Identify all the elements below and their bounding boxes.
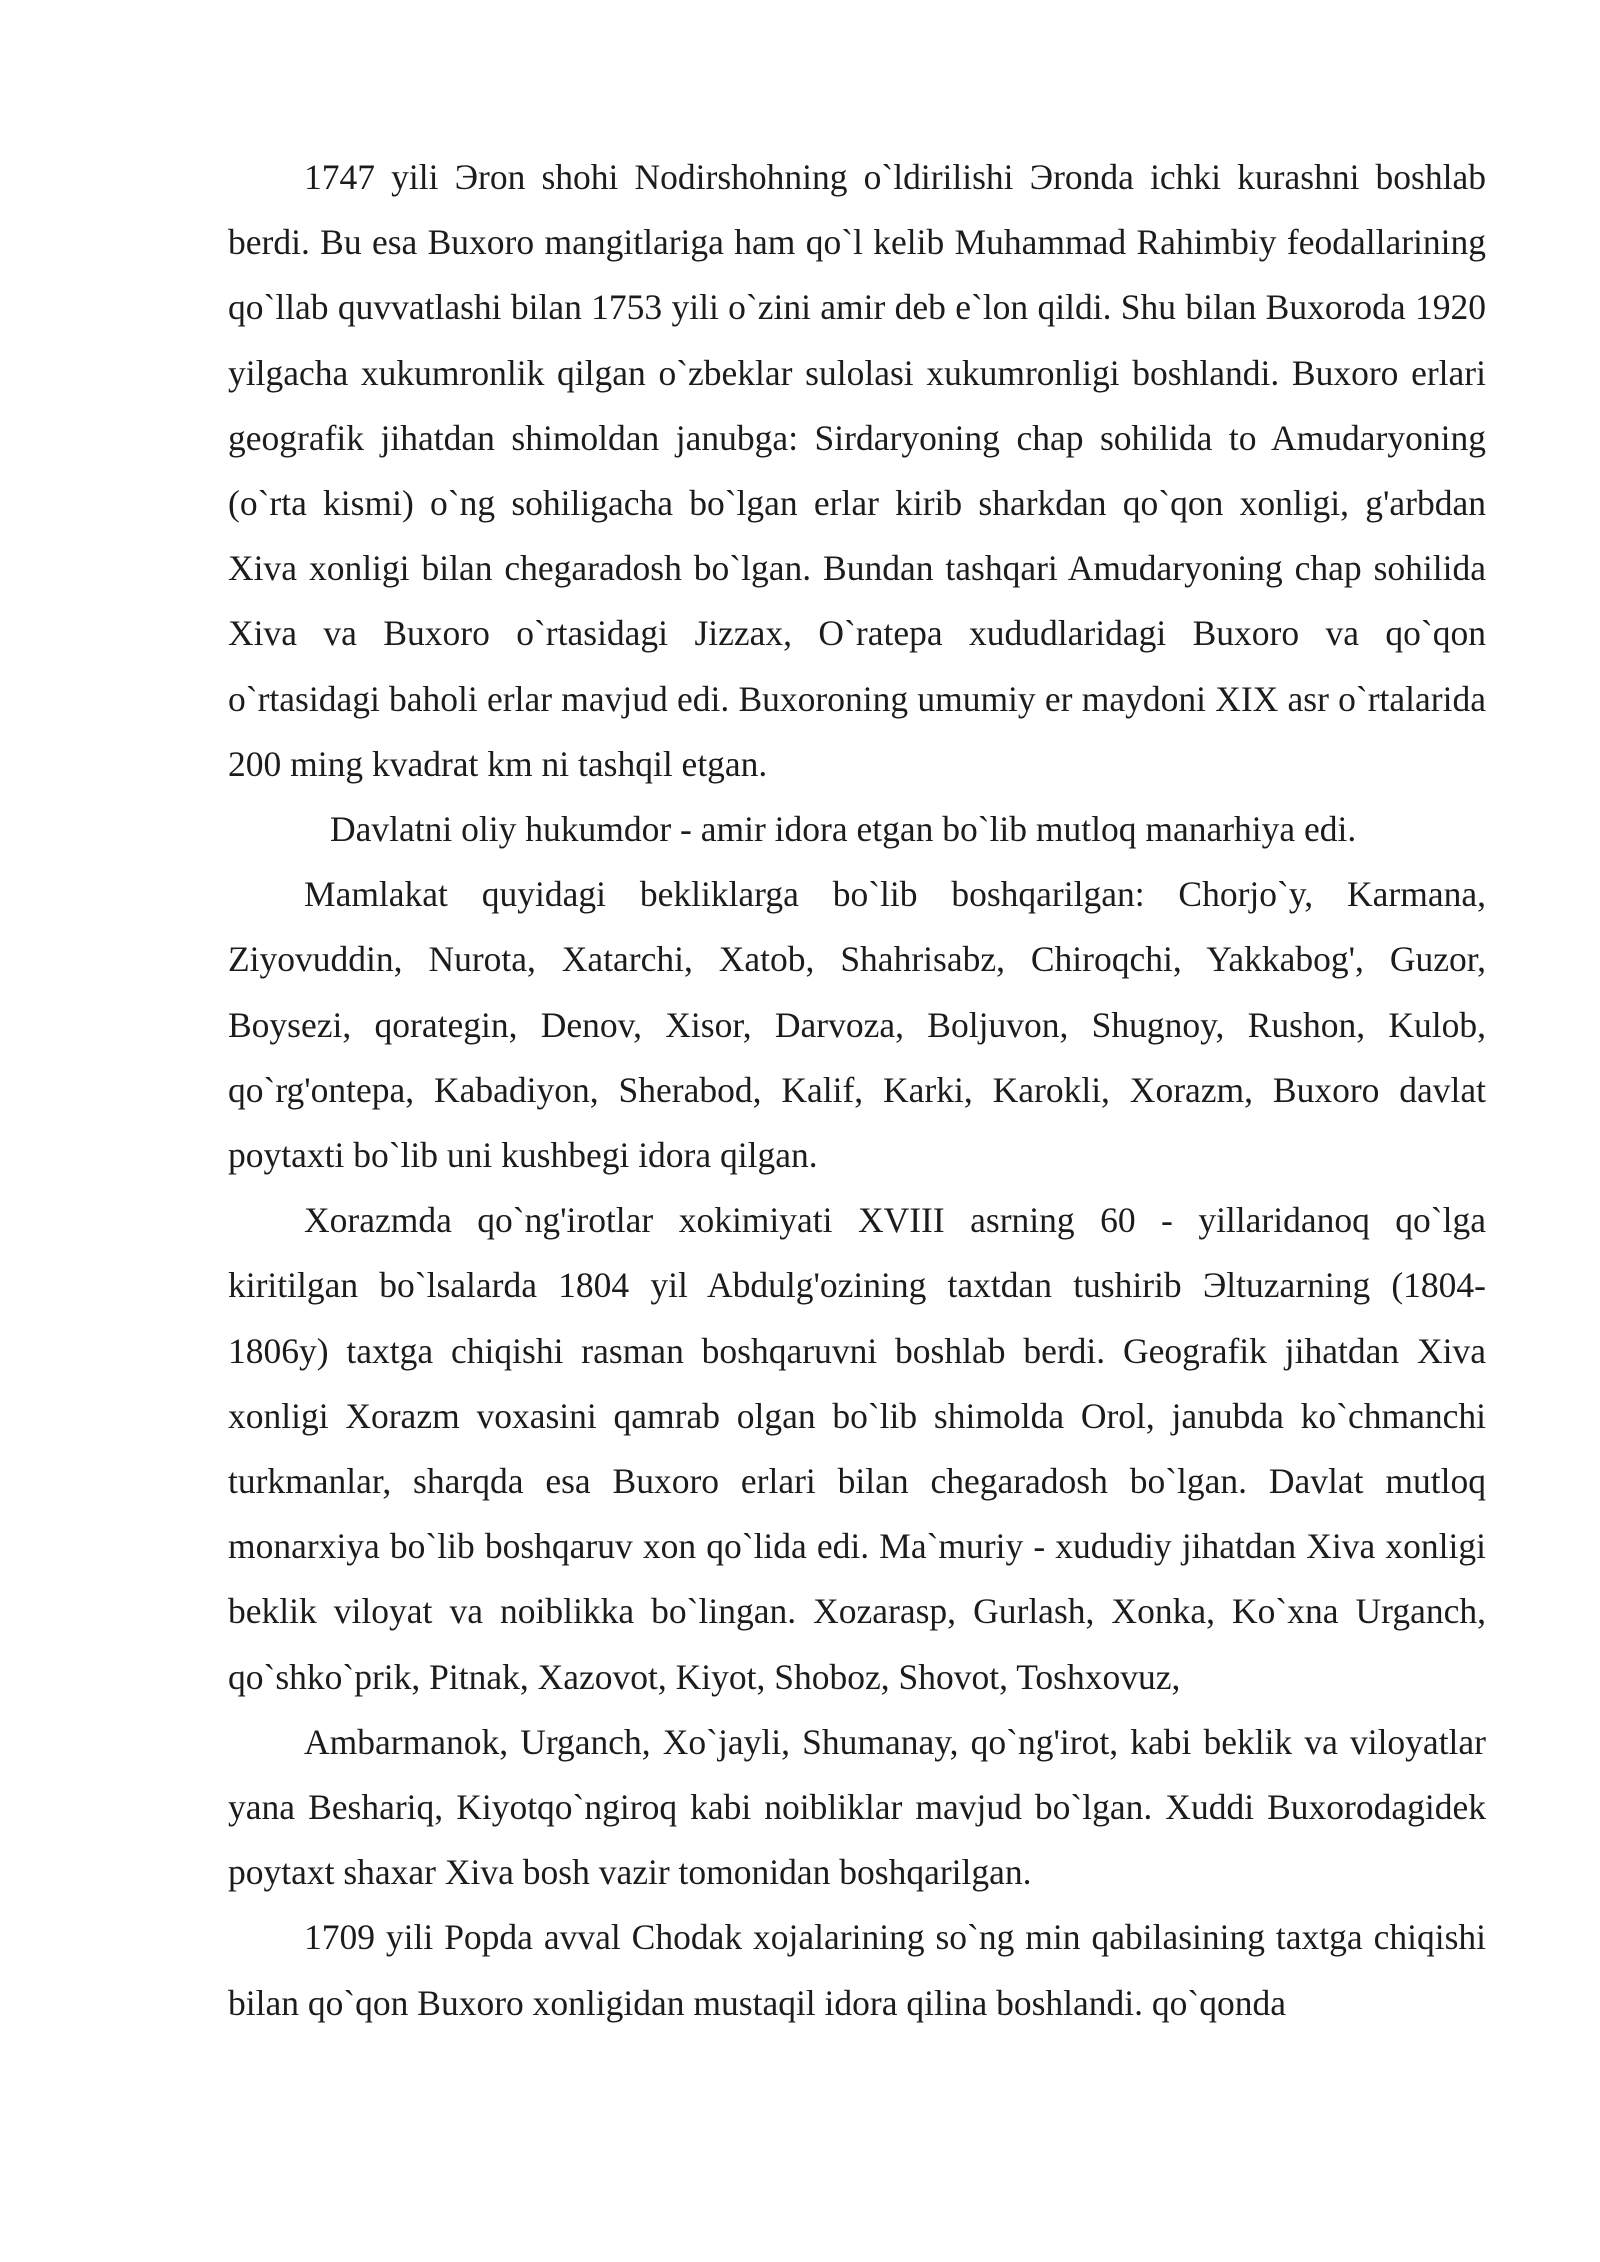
document-body [228, 145, 1486, 2036]
paragraph-bukhara-emirate: 1747 yili Эron shohi Nodirshohning o`ldirilishi Эronda ichki kurashni boshlab berdi. Bu esa Buxoro mangitlariga ham qo`l kelib Muhammad Rahimbiy feodallarining qo`llab quvvatlashi bilan 1753 yili o`zini amir deb e`lon qildi. Shu bilan Buxoroda 1920 yilgacha xukumronlik qilgan o`zbeklar sulolasi xukumronligi boshlandi. Buxoro erlari geografik jihatdan shimoldan janubga: Sirdaryoning chap sohilida to Amudaryoning (o`rta kismi) o`ng sohiligacha bo`lgan erlar kirib sharkdan qo`qon xonligi, g'arbdan Xiva xonligi bilan chegaradosh bo`lgan. Bundan tashqari Amudaryoning chap sohilida Xiva va Buxoro o`rtasidagi Jizzax, O`ratepa xududlaridagi Buxoro va qo`qon o`rtasidagi baholi erlar mavjud edi. Buxoroning umumiy er maydoni XIX asr o`rtalarida 200 ming kvadrat km ni tashqil etgan. [228, 157, 1486, 784]
paragraph-khiva-provinces: Ambarmanok, Urganch, Xo`jayli, Shumanay, qo`ng'irot, kabi beklik va viloyatlar yana Beshariq, Kiyotqo`ngiroq kabi noibliklar mavjud bo`lgan. Xuddi Buxorodagidek poytaxt shaxar Xiva bosh vazir tomonidan boshqarilgan. [228, 1721, 1486, 1893]
paragraph-khorezm-khiva: Xorazmda qo`ng'irotlar xokimiyati XVIII asrning 60 - yillaridanoq qo`lga kiritilgan bo`lsalarda 1804 yil Abdulg'ozining taxtdan tushirib Эltuzarning (1804-1806y) taxtga chiqishi rasman boshqaruvni boshlab berdi. Geografik jihatdan Xiva xonligi Xorazm voxasini qamrab olgan bo`lib shimolda Orol, janubda ko`chmanchi turkmanlar, sharqda esa Buxoro erlari bilan chegaradosh bo`lgan. Davlat mutloq monarxiya bo`lib boshqaruv xon qo`lida edi. Ma`muriy - xududiy jihatdan Xiva xonligi beklik viloyat va noiblikka bo`lingan. Xozarasp, Gurlash, Xonka, Ko`xna Urganch, qo`shko`prik, Pitnak, Xazovot, Kiyot, Shoboz, Shovot, Toshxovuz, [228, 1200, 1486, 1697]
paragraph-bukhara-provinces: Mamlakat quyidagi bekliklarga bo`lib boshqarilgan: Chorjo`y, Karmana, Ziyovuddin, Nurota, Xatarchi, Xatob, Shahrisabz, Chiroqchi, Yakkabog', Guzor, Boysezi, qorategin, Denov, Xisor, Darvoza, Boljuvon, Shugnoy, Rushon, Kulob, qo`rg'ontepa, Kabadiyon, Sherabod, Kalif, Karki, Karokli, Xorazm, Buxoro davlat poytaxti bo`lib uni kushbegi idora qilgan. [228, 874, 1486, 1176]
paragraph-kokand: 1709 yili Popda avval Chodak xojalarining so`ng min qabilasining taxtga chiqishi bilan qo`qon Buxoro xonligidan mustaqil idora qilina boshlandi. qo`qonda [228, 1917, 1486, 2023]
paragraph-state-ruler: Davlatni oliy hukumdor - amir idora etgan bo`lib mutloq manarhiya edi. [330, 809, 1357, 850]
